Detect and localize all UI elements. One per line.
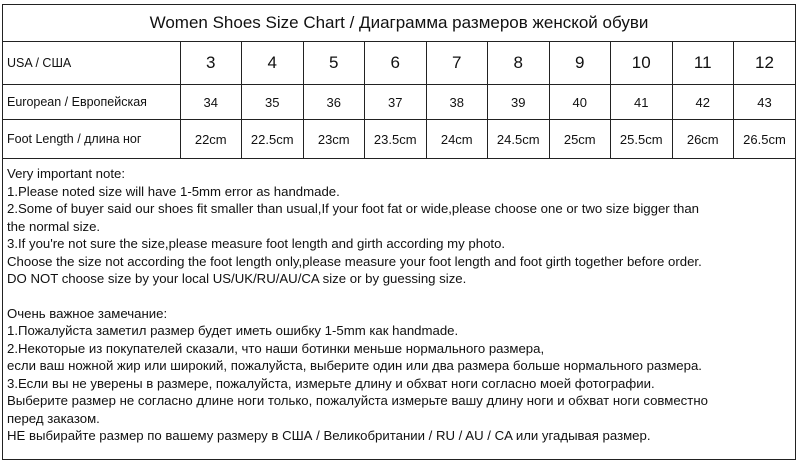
note-line-en: DO NOT choose size by your local US/UK/RU/AU/CA size or by guessing size. [7, 271, 467, 286]
us-size-cell: 6 [365, 42, 427, 85]
us-size-cell: 3 [180, 42, 242, 85]
eu-size-cell: 41 [611, 85, 673, 120]
foot-length-cell: 26cm [672, 120, 734, 159]
size-table [3, 42, 795, 159]
note-line-ru: Очень важное замечание: [7, 305, 168, 321]
note-line-en: 3.If you're not sure the size,please measure foot length and girth according my photo. [7, 236, 506, 251]
note-line-ru: НЕ выбирайте размер по вашему размеру в США / Великобритании / RU / AU / CA или угадывая размер. [7, 428, 651, 443]
us-size-cell: 11 [672, 42, 734, 85]
note-line-ru: 2.Некоторые из покупателей сказали, что наши ботинки меньше нормального размера, [7, 340, 545, 356]
note-line-ru: 3.Если вы не уверены в размере, пожалуйста, измерьте длину и обхват ноги согласно моей фотографии. [7, 375, 655, 391]
eu-size-cell: 38 [426, 85, 488, 120]
foot-length-cell: 24.5cm [488, 120, 550, 159]
us-size-cell: 7 [426, 42, 488, 85]
eu-size-cell: 34 [180, 85, 242, 120]
foot-length-cell: 24cm [426, 120, 488, 159]
eu-size-cell: 43 [734, 85, 796, 120]
note-line-en: Choose the size not according the foot length only,please measure your foot length and foot girth together before order. [7, 253, 702, 269]
us-size-cell: 5 [303, 42, 365, 85]
foot-length-cell: 23.5cm [365, 120, 427, 159]
table-row-foot-length [3, 120, 795, 159]
eu-size-cell: 35 [242, 85, 304, 120]
table-row-european [3, 85, 795, 120]
eu-size-cell: 36 [303, 85, 365, 120]
eu-size-cell: 40 [549, 85, 611, 120]
row-label-european: European / Европейская [3, 85, 180, 120]
foot-length-cell: 22.5cm [242, 120, 304, 159]
row-label-foot-length: Foot Length / длина ног [3, 120, 180, 159]
eu-size-cell: 37 [365, 85, 427, 120]
table-row-us [3, 42, 795, 85]
note-line-en: Very important note: [7, 166, 126, 181]
eu-size-cell: 42 [672, 85, 734, 120]
note-line-ru: если ваш ножной жир или широкий, пожалуйста, выберите один или два размера больше нормального размера. [7, 358, 702, 373]
eu-size-cell: 39 [488, 85, 550, 120]
chart-title: Women Shoes Size Chart / Диаграмма размеров женской обуви [3, 5, 795, 42]
us-size-cell: 4 [242, 42, 304, 85]
us-size-cell: 10 [611, 42, 673, 85]
note-line-ru: Выберите размер не согласно длине ноги только, пожалуйста измерьте вашу длину ноги и обхват ноги совместно [7, 393, 708, 408]
note-line-en: 1.Please noted size will have 1-5mm error as handmade. [7, 183, 340, 199]
note-line-ru: перед заказом. [7, 410, 100, 426]
us-size-cell: 12 [734, 42, 796, 85]
us-size-cell: 9 [549, 42, 611, 85]
note-line-ru: 1.Пожалуйста заметил размер будет иметь ошибку 1-5mm как handmade. [7, 323, 459, 338]
us-size-cell: 8 [488, 42, 550, 85]
foot-length-cell: 23cm [303, 120, 365, 159]
notes-section [3, 159, 795, 445]
foot-length-cell: 26.5cm [734, 120, 796, 159]
foot-length-cell: 25cm [549, 120, 611, 159]
foot-length-cell: 25.5cm [611, 120, 673, 159]
row-label-us: USA / США [3, 42, 180, 85]
notes-spacer [7, 288, 791, 305]
note-line-en: the normal size. [7, 218, 101, 234]
note-line-en: 2.Some of buyer said our shoes fit smaller than usual,If your foot fat or wide,please choose one or two size bigger than [7, 201, 699, 216]
foot-length-cell: 22cm [180, 120, 242, 159]
size-chart [2, 4, 796, 460]
